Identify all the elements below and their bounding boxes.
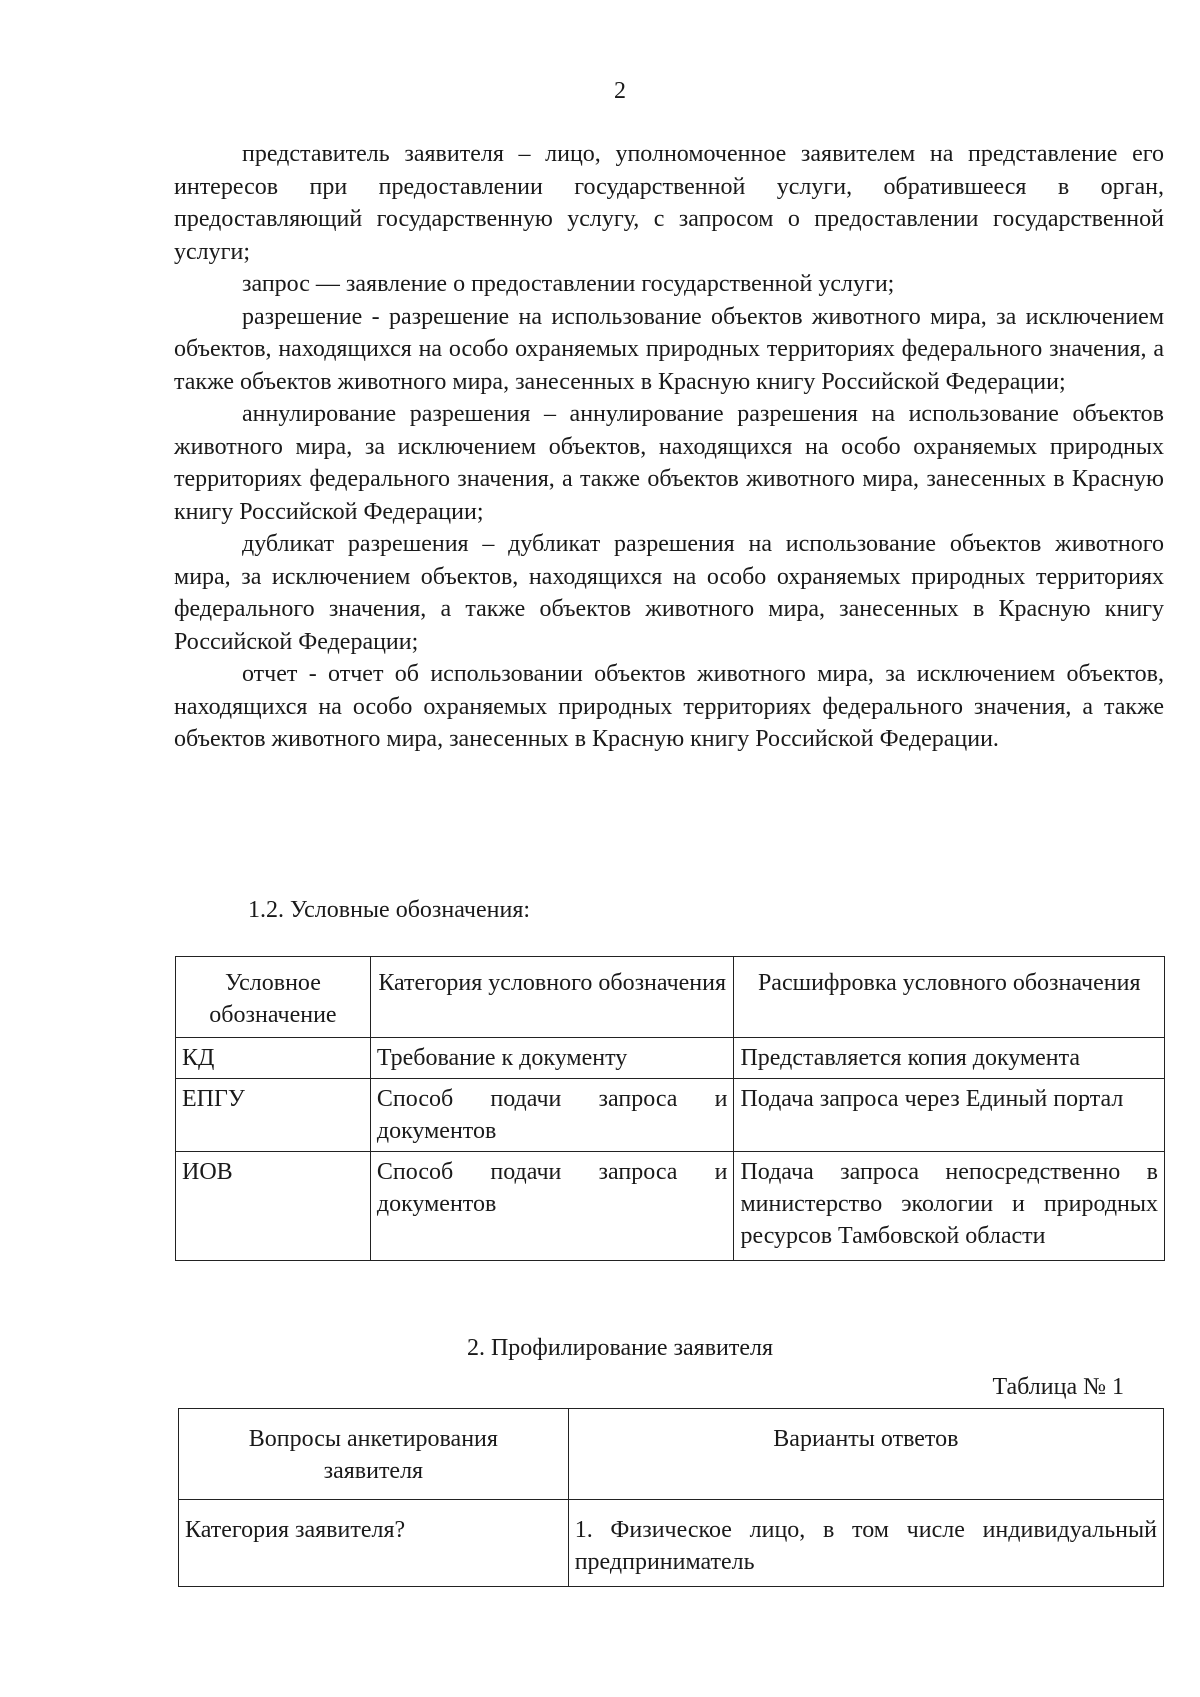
table-caption: Таблица № 1 bbox=[992, 1374, 1124, 1400]
table-row bbox=[176, 1079, 1165, 1152]
profiling-table bbox=[178, 1408, 1164, 1587]
table-row bbox=[176, 1038, 1165, 1079]
page-number: 2 bbox=[614, 78, 626, 104]
table-cell: ИОВ bbox=[176, 1152, 371, 1261]
section-heading-legend: 1.2. Условные обозначения: bbox=[248, 897, 531, 923]
definitions-text bbox=[174, 138, 1164, 756]
paragraph-permit-annulment: аннулирование разрешения – аннулирование разрешения на использование объектов животного мира, за исключением объектов, находящихся на особо охраняемых природных территориях федерального значения, а также объектов животного мира, занесенных в Красную книгу Российской Федерации; bbox=[174, 401, 1164, 525]
table-cell: Способ подачи запроса и документов bbox=[370, 1152, 734, 1261]
section-heading-profiling: 2. Профилирование заявителя bbox=[466, 1335, 774, 1361]
paragraph-request: запрос — заявление о предоставлении государственной услуги; bbox=[242, 271, 895, 297]
table-header-cell: Условное обозначение bbox=[176, 957, 371, 1038]
table-header-cell: Варианты ответов bbox=[568, 1409, 1163, 1500]
table-cell: 1. Физическое лицо, в том числе индивидуальный предприниматель bbox=[568, 1500, 1163, 1587]
table-header-cell: Расшифровка условного обозначения bbox=[734, 957, 1165, 1038]
table-cell: Категория заявителя? bbox=[179, 1500, 569, 1587]
table-row bbox=[176, 1152, 1165, 1261]
legend-table bbox=[175, 956, 1165, 1261]
paragraph-report: отчет - отчет об использовании объектов животного мира, за исключением объектов, находящихся на особо охраняемых природных территориях федерального значения, а также объектов животного мира, занесенных в Красную книгу Российской Федерации. bbox=[174, 661, 1164, 752]
paragraph-applicant-representative: представитель заявителя – лицо, уполномоченное заявителем на представление его интересов при предоставлении государственной услуги, обратившееся в орган, предоставляющий государственную услугу, с запросом о предоставлении государственной услуги; bbox=[174, 141, 1164, 265]
table-header-row bbox=[179, 1409, 1164, 1500]
table-cell: Представляется копия документа bbox=[734, 1038, 1165, 1079]
table-cell: Подача запроса непосредственно в министерство экологии и природных ресурсов Тамбовской области bbox=[734, 1152, 1165, 1261]
table-cell: КД bbox=[176, 1038, 371, 1079]
paragraph-permit: разрешение - разрешение на использование объектов животного мира, за исключением объектов, находящихся на особо охраняемых природных территориях федерального значения, а также объектов животного мира, занесенных в Красную книгу Российской Федерации; bbox=[174, 303, 1164, 395]
table-header-cell: Вопросы анкетирования заявителя bbox=[179, 1409, 569, 1500]
table-cell: Подача запроса через Единый портал bbox=[734, 1079, 1165, 1152]
table-cell: Требование к документу bbox=[370, 1038, 734, 1079]
table-header-cell: Категория условного обозначения bbox=[370, 957, 734, 1038]
table-cell: Способ подачи запроса и документов bbox=[370, 1079, 734, 1152]
table-cell: ЕПГУ bbox=[176, 1079, 371, 1152]
table-row bbox=[179, 1500, 1164, 1587]
table-header-row bbox=[176, 957, 1165, 1038]
paragraph-permit-duplicate: дубликат разрешения – дубликат разрешения на использование объектов животного мира, за исключением объектов, находящихся на особо охраняемых природных территориях федерального значения, а также объектов животного мира, занесенных в Красную книгу Российской Федерации; bbox=[174, 531, 1164, 655]
